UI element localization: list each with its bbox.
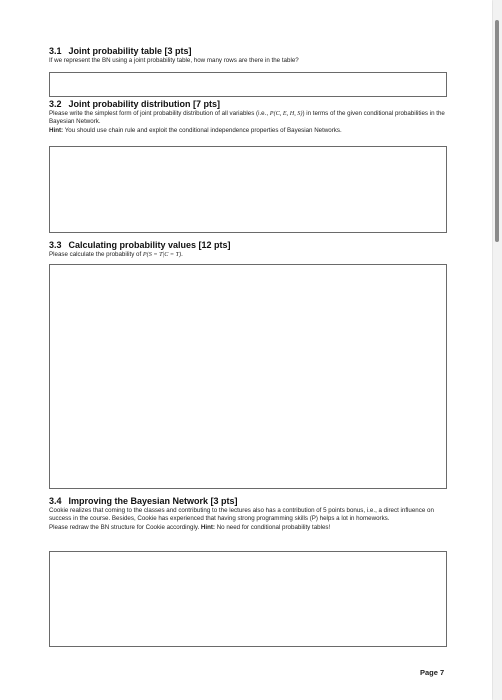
math-expression: P(C, E, H, S): [269, 110, 303, 117]
answer-box-3-2[interactable]: [49, 146, 447, 233]
section-instructions: Please calculate the probability of P(S = T|C = T).: [49, 251, 183, 258]
section-title: Joint probability table [3 pts]: [68, 46, 192, 56]
math-expression: P(S = T|C = T): [142, 251, 182, 258]
answer-box-3-1[interactable]: [49, 72, 447, 97]
section-number: 3.4: [49, 496, 62, 506]
section-instructions: Cookie realizes that coming to the classes and contributing to the lectures also has a contribution of 5 points bonus, i.e., a direct influence on success in the course. Besides, Cookie has experienced that having strong programming skills (P) helps a lot in homeworks.: [49, 507, 434, 523]
section-3-3: [49, 240, 449, 259]
section-number: 3.3: [49, 240, 62, 250]
section-number: 3.2: [49, 99, 62, 109]
section-title: Improving the Bayesian Network [3 pts]: [68, 496, 238, 506]
section-3-1: [49, 46, 449, 65]
hint-label: Hint:: [49, 126, 64, 134]
scrollbar-thumb[interactable]: [495, 20, 499, 242]
page-number: Page 7: [420, 668, 445, 677]
section-heading: [49, 46, 449, 57]
section-title: Joint probability distribution [7 pts]: [68, 99, 221, 109]
section-3-2: [49, 99, 449, 135]
section-heading: [49, 99, 449, 110]
hint-text: Please redraw the BN structure for Cookie accordingly. Hint: No need for conditional probability tables!: [49, 523, 331, 531]
answer-box-3-4[interactable]: [49, 551, 447, 647]
answer-box-3-3[interactable]: [49, 264, 447, 489]
section-instructions: If we represent the BN using a joint probability table, how many rows are there in the table?: [49, 57, 299, 64]
section-heading: [49, 240, 449, 251]
hint-text: Hint: You should use chain rule and exploit the conditional independence properties of Bayesian Networks.: [49, 126, 342, 134]
section-number: 3.1: [49, 46, 62, 56]
hint-label: Hint:: [200, 523, 215, 531]
section-heading: [49, 496, 449, 507]
section-title: Calculating probability values [12 pts]: [68, 240, 231, 250]
section-instructions: Please write the simplest form of joint probability distribution of all variables (i.e., P(C, E, H, S)) in terms of the given conditional probabilities in the Bayesian Network.: [49, 110, 445, 126]
section-3-4: [49, 496, 449, 532]
